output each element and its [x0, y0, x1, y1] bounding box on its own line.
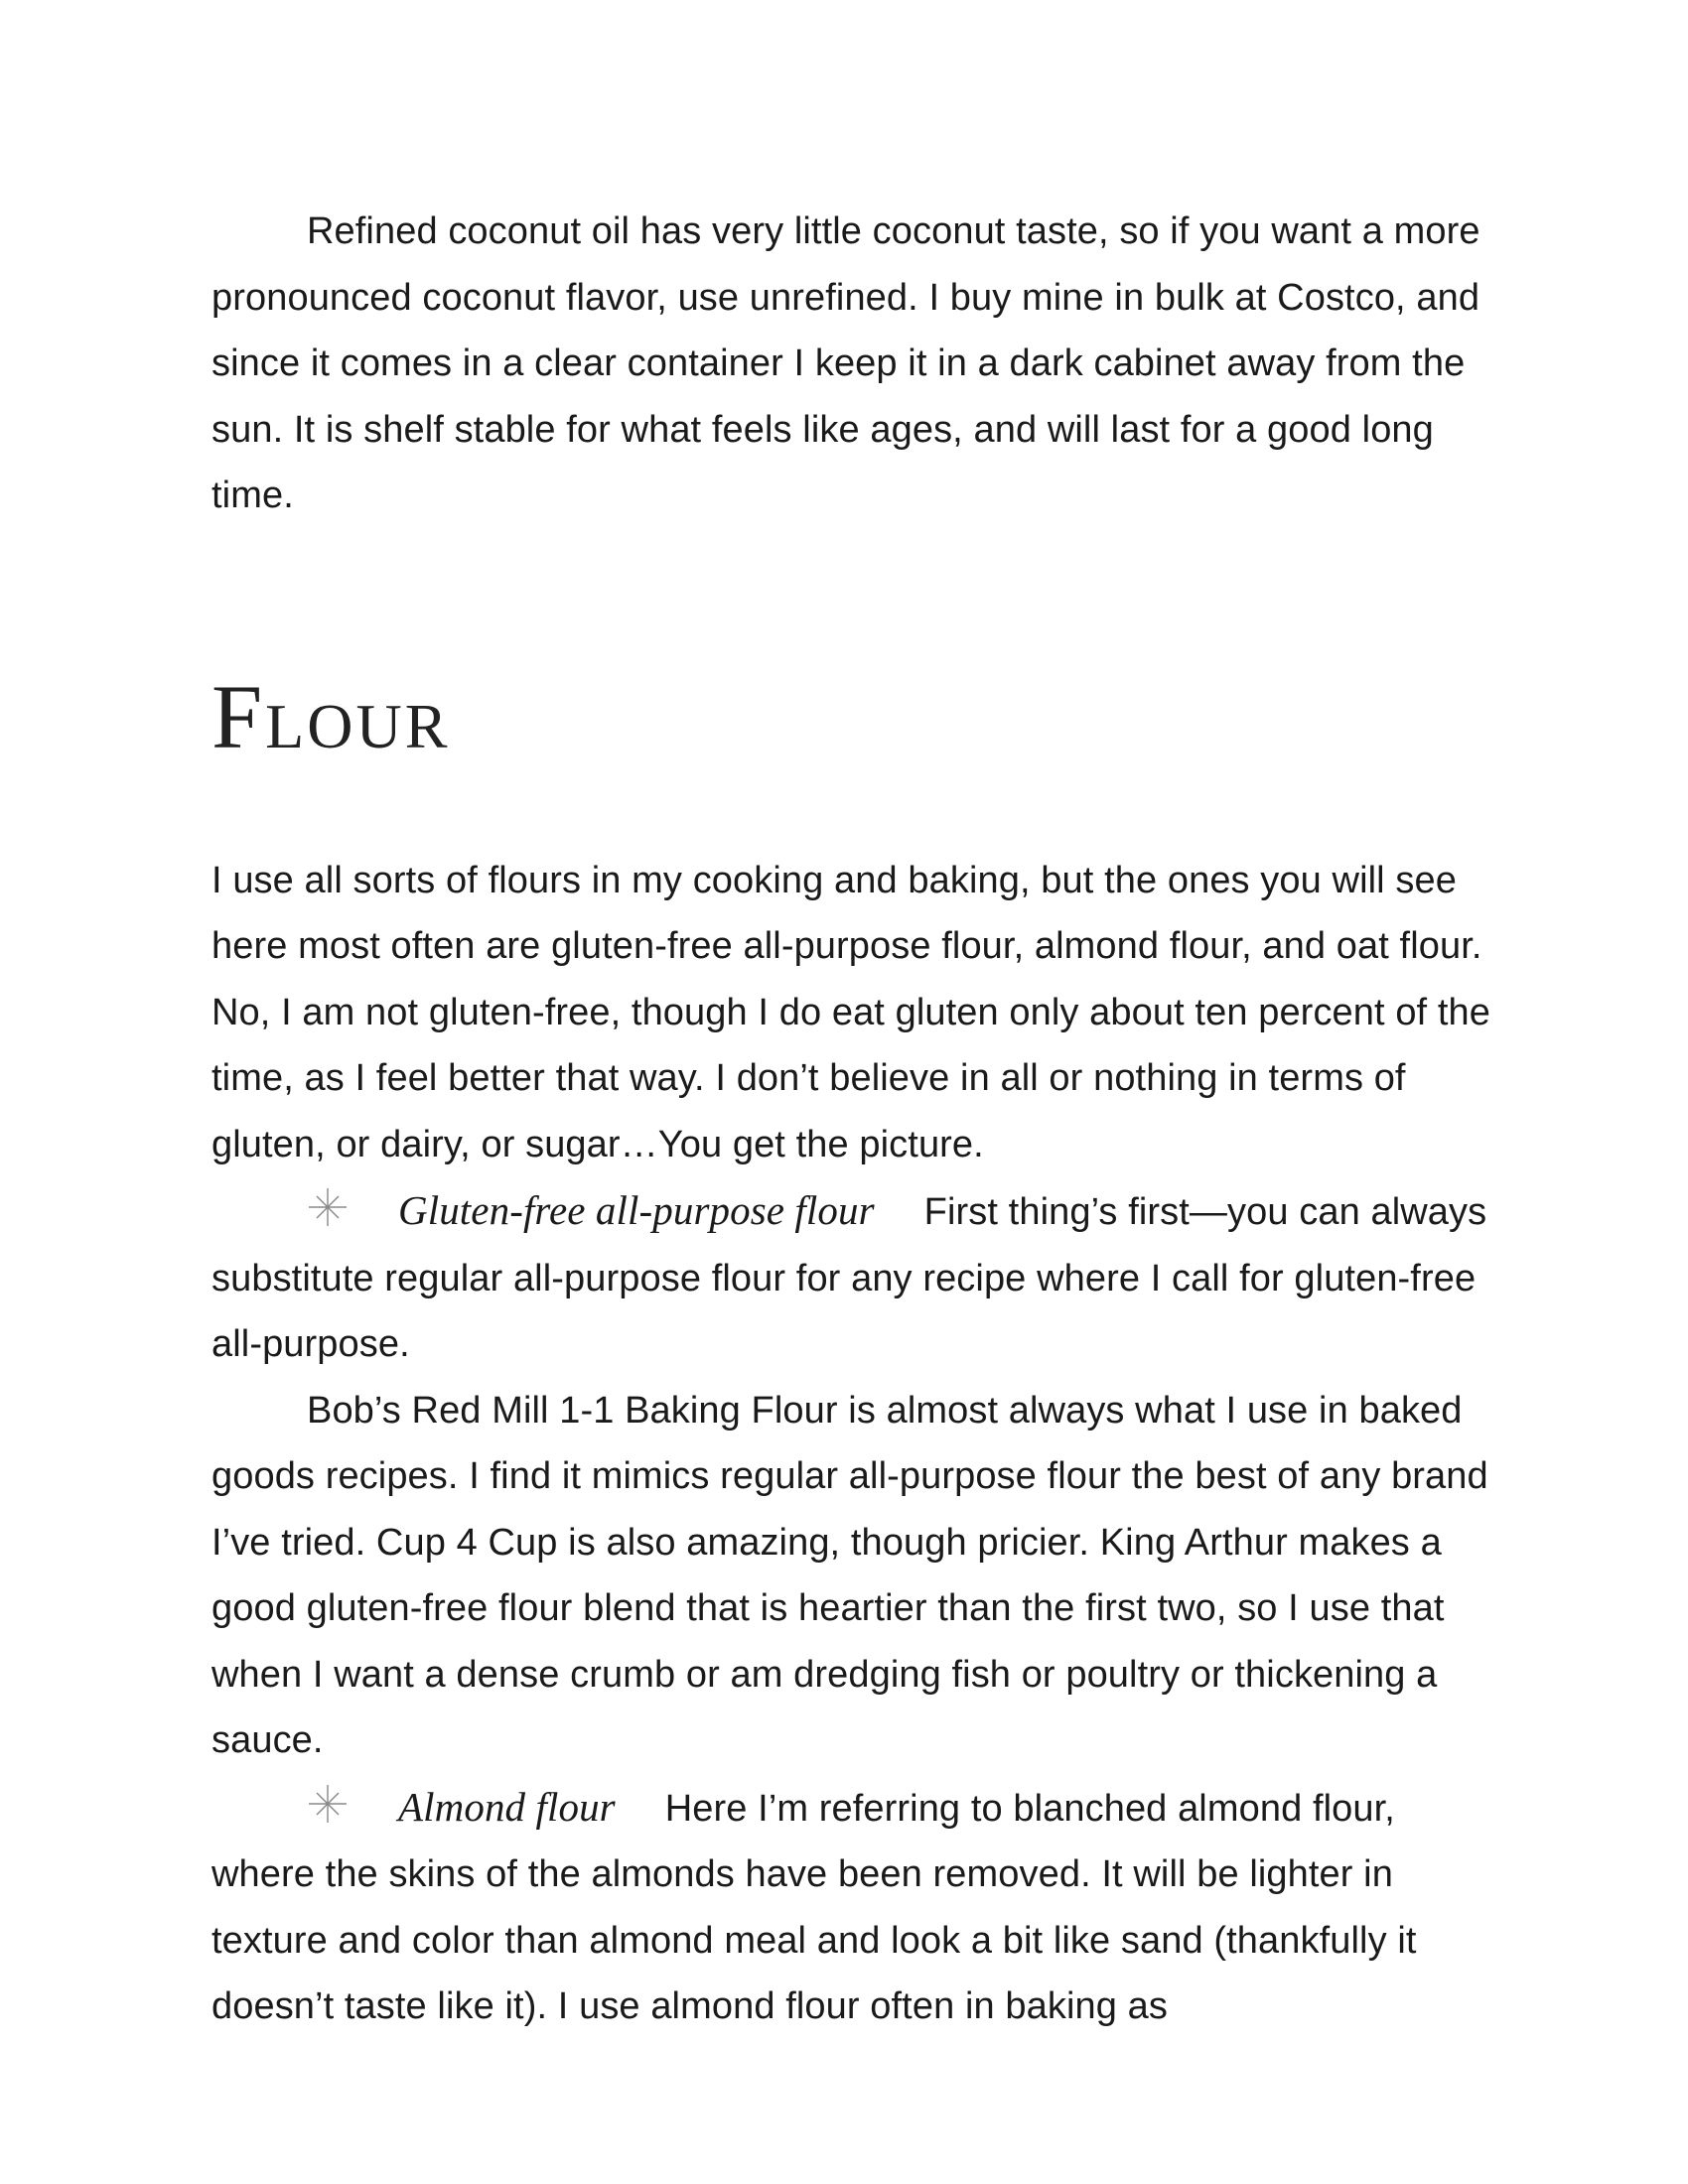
section-heading-wrapper — [211, 665, 1492, 767]
section-intro-paragraph: I use all sorts of flours in my cooking and baking, but the ones you will see here most often are gluten-free all-purpose flour, almond flour, and oat flour. No, I am not gluten-free, though I do eat gluten only about ten percent of the time, as I feel better that way. I don’t believe in all or nothing in terms of gluten, or dairy, or sugar…You get the picture. — [211, 859, 1490, 1165]
glossary-definition: Here I’m referring to blanched almond flour, where the skins of the almonds have been removed. It will be lighter in texture and color than almond meal and look a bit like sand (thankfully it doesn’t taste like it). I use almond flour often in baking as — [211, 1787, 1417, 2027]
glossary-term: Gluten-free all-purpose flour — [398, 1187, 875, 1233]
glossary-item-gluten-free-flour — [211, 1177, 1492, 1378]
glossary-term: Almond flour — [398, 1783, 616, 1830]
page-content — [211, 199, 1492, 2040]
asterisk-ornament-icon — [307, 1783, 349, 1825]
section-heading: Flour — [211, 665, 451, 767]
glossary-item-almond-flour — [211, 1774, 1492, 2040]
brand-recommendation-paragraph: Bob’s Red Mill 1-1 Baking Flour is almost always what I use in baked goods recipes. I find it mimics regular all-purpose flour the best of any brand I’ve tried. Cup 4 Cup is also amazing, though pricier. King Arthur makes a good gluten-free flour blend that is heartier than the first two, so I use that when I want a dense crumb or am dredging fish or poultry or thickening a sauce. — [211, 1389, 1488, 1761]
asterisk-ornament-icon — [307, 1186, 349, 1228]
glossary-definition: First thing’s first—you can always substitute regular all-purpose flour for any recipe where I call for gluten-free all-purpose. — [211, 1191, 1487, 1365]
intro-paragraph: Refined coconut oil has very little coconut taste, so if you want a more pronounced coconut flavor, use unrefined. I buy mine in bulk at Costco, and since it comes in a clear container I keep it in a dark cabinet away from the sun. It is shelf stable for what feels like ages, and will last for a good long time. — [211, 210, 1480, 516]
